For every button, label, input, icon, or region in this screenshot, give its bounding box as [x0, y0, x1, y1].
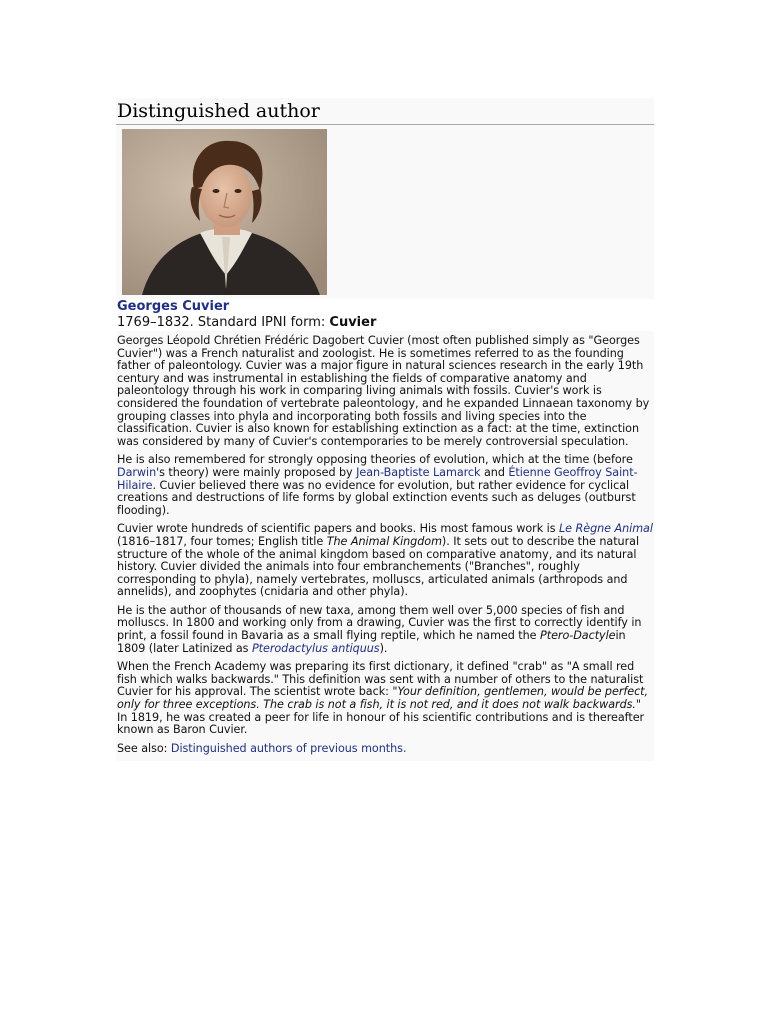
bio-text: " In 1819, he was created a peer for life in honour of his scientific contributions and is thereafter known as Baron Cuvier.	[117, 698, 645, 737]
ptero-dactyle-name: Ptero-Dactyle	[540, 629, 616, 643]
cuvier-quote: Your definition, gentlemen, would be perfect, only for three exceptions. The crab is not a fish, it is not red, and it does not walk backwards.	[117, 685, 649, 712]
bio-text: (1816–1817, four tomes; English title	[117, 534, 327, 548]
bio-text: He is the author of thousands of new taxa, among them well over 5,000 species of fish and molluscs. In 1800 and working only from a drawing, Cuvier was the first to correctly identify in print, a fossil found in Bavaria as a small flying reptile, which he named the	[117, 603, 642, 643]
bio-paragraph-2	[116, 454, 654, 517]
distinguished-author-panel	[116, 98, 654, 761]
bio-text: He is also remembered for strongly opposing theories of evolution, which at the time (before	[117, 453, 633, 467]
previous-months-link[interactable]: Distinguished authors of previous months.	[170, 741, 407, 755]
bio-text: 's theory) were mainly proposed by	[156, 465, 357, 479]
animal-kingdom-title: The Animal Kingdom	[326, 534, 442, 548]
see-also-label: See also:	[117, 741, 171, 755]
bio-paragraph-4	[116, 605, 654, 655]
geoffroy-link[interactable]: Étienne Geoffroy Saint-Hilaire	[117, 465, 638, 492]
lamarck-link[interactable]: Jean-Baptiste Lamarck	[356, 465, 481, 479]
author-dates	[117, 315, 654, 331]
bio-text: When the French Academy was preparing its first dictionary, it defined "crab" as "A small red fish which walks backwards." This definition was sent with a number of others to the naturalist Cuvier for his approval. The scientist wrote back: "	[117, 660, 644, 699]
darwin-link[interactable]: Darwin	[117, 465, 157, 479]
see-also-line	[116, 743, 654, 756]
pterodactylus-link[interactable]: Pterodactylus antiquus	[251, 641, 380, 655]
bio-paragraph-1: Georges Léopold Chrétien Frédéric Dagobert Cuvier (most often published simply as "Georges Cuvier") was a French naturalist and zoologist. He is sometimes referred to as the founding father of paleontology. Cuvier was a major figure in natural sciences research in the early 19th century and was instrumental in establishing the fields of comparative anatomy and paleontology through his work in comparing living animals with fossils. Cuvier's work is considered the foundation of vertebrate paleontology, and he expanded Linnaean taxonomy by grouping classes into phyla and incorporating both fossils and living species into the classification. Cuvier is also known for establishing extinction as a fact: at the time, extinction was considered by many of Cuvier's contemporaries to be merely controversial speculation.	[117, 334, 650, 448]
ipni-form: Cuvier	[329, 315, 377, 330]
bio-text: . Cuvier believed there was no evidence for evolution, but rather evidence for cyclical creations and destructions of life forms by global extinction events such as deluges (outburst flooding).	[117, 478, 636, 517]
bio-text: ).	[379, 641, 388, 655]
portrait-caption	[116, 299, 654, 331]
regne-animal-link[interactable]: Le Règne Animal	[558, 522, 653, 536]
bio-paragraph-3	[116, 523, 654, 599]
cuvier-portrait-image	[122, 129, 327, 295]
bio-text: Cuvier wrote hundreds of scientific papers and books. His most famous work is	[117, 522, 559, 536]
author-biography	[116, 335, 654, 755]
bio-text: and	[480, 465, 509, 479]
section-heading: Distinguished author	[116, 98, 654, 125]
bio-paragraph-5	[116, 661, 654, 737]
bio-text: ). It sets out to describe the natural structure of the whole of the animal kingdom based on comparative anatomy, and its natural history. Cuvier divided the animals into four embranchements ("Branches", roughly corresponding to phyla), namely vertebrates, molluscs, articulated animals (arthropods and annelids), and zoophytes (cnidaria and other phyla).	[117, 534, 640, 599]
author-name-link[interactable]: Georges Cuvier	[117, 299, 230, 314]
author-dates-text: 1769–1832. Standard IPNI form:	[117, 315, 330, 330]
bio-text: in 1809 (later Latinized as	[117, 629, 626, 655]
